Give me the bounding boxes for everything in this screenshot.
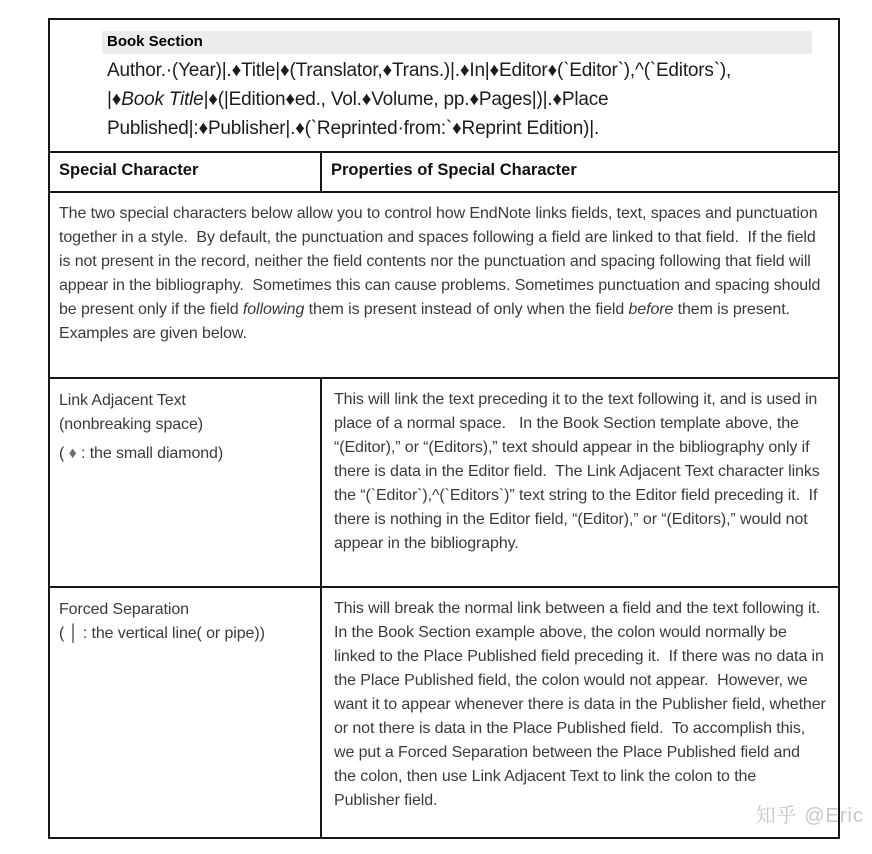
template-row	[49, 19, 839, 152]
char-symbol-line	[59, 622, 310, 646]
intro-text-1: The two special characters below allow you to control how EndNote links fields, text, spaces and punctuation together in a style. By default, the punctuation and spaces following a field are linked to that field. If the field is not present in the record, neither the field contents nor the punctuation and spacing following that field will appear in the bibliography. Sometimes this can cause problems. Sometimes punctuation and spacing should be present only if the field	[59, 205, 825, 318]
watermark: 知乎 @Eric	[755, 805, 864, 827]
template-line-1	[107, 56, 812, 85]
intro-row	[49, 192, 839, 378]
table-row-link-adjacent-text	[49, 378, 839, 587]
symbol-post-text: : the vertical line( or pipe))	[78, 625, 265, 642]
header-row	[49, 152, 839, 192]
link-adjacent-text-name-cell	[49, 378, 321, 587]
forced-separation-description: This will break the normal link between a field and the text following it. In the Book Section example above, the colon would normally be linked to the Place Published field preceding it. If there was no data in the Place Published field, the colon would not appear. However, we want it to appear whenever there is data in the Publisher field, whether or not there is data in the Place Published field. To accomplish this, we put a Forced Separation between the Place Published field and the colon, then use Link Adjacent Text to link the colon to the Publisher field.	[321, 587, 839, 838]
intro-italic-following: following	[242, 301, 305, 318]
template-title: Book Section	[107, 33, 203, 50]
forced-separation-name-cell	[49, 587, 321, 838]
char-name-line-1: Forced Separation	[59, 601, 189, 618]
template-title-strip	[102, 31, 812, 54]
template-line-3-text: Published|:♦Publisher|.♦(`Reprinted·from:`♦Reprint Edition)|.	[107, 118, 600, 139]
symbol-post-text: : the small diamond)	[76, 445, 224, 462]
symbol-pre-text: (	[59, 625, 69, 642]
header-special-character: Special Character	[49, 152, 321, 192]
book-title-italic: Book Title	[121, 89, 204, 110]
vertical-pipe-symbol: │	[68, 625, 79, 642]
char-symbol-line	[59, 442, 310, 466]
intro-text-3: them is present. Examples are given below.	[59, 301, 799, 342]
link-adjacent-text-description: This will link the text preceding it to the text following it, and is used in place of a normal space. In the Book Section template above, the “(Editor),” or “(Editors),” text should appear in the bibliography only if there is data in the Editor field. The Link Adjacent Text character links the “(`Editor`),^(`Editors`)” text string to the Editor field preceding it. If there is nothing in the Editor field, “(Editor),” or “(Editors),” would not appear in the bibliography.	[321, 378, 839, 587]
intro-text-2: them is present instead of only when the field	[304, 301, 629, 318]
template-line-3	[107, 114, 812, 143]
char-name-line-1: Link Adjacent Text	[59, 392, 186, 409]
intro-italic-before: before	[628, 301, 674, 318]
template-line-2-pre: |♦	[107, 89, 122, 110]
small-diamond-symbol: ♦	[68, 445, 77, 462]
citation-template-text	[102, 56, 812, 143]
char-name-line-2: (nonbreaking space)	[59, 416, 203, 433]
symbol-pre-text: (	[59, 445, 69, 462]
template-line-2	[107, 85, 812, 114]
table-row-forced-separation	[49, 587, 839, 838]
template-line-1-text: Author.·(Year)|.♦Title|♦(Translator,♦Trans.)|.♦In|♦Editor♦(`Editor`),^(`Editors`),	[107, 60, 732, 81]
document	[48, 18, 838, 839]
special-characters-table	[48, 18, 840, 839]
intro-paragraph	[49, 192, 839, 378]
header-properties: Properties of Special Character	[321, 152, 839, 192]
book-section-template-box	[49, 19, 839, 152]
template-line-2-post: |♦(|Edition♦ed., Vol.♦Volume, pp.♦Pages|)|.♦Place	[203, 89, 609, 110]
